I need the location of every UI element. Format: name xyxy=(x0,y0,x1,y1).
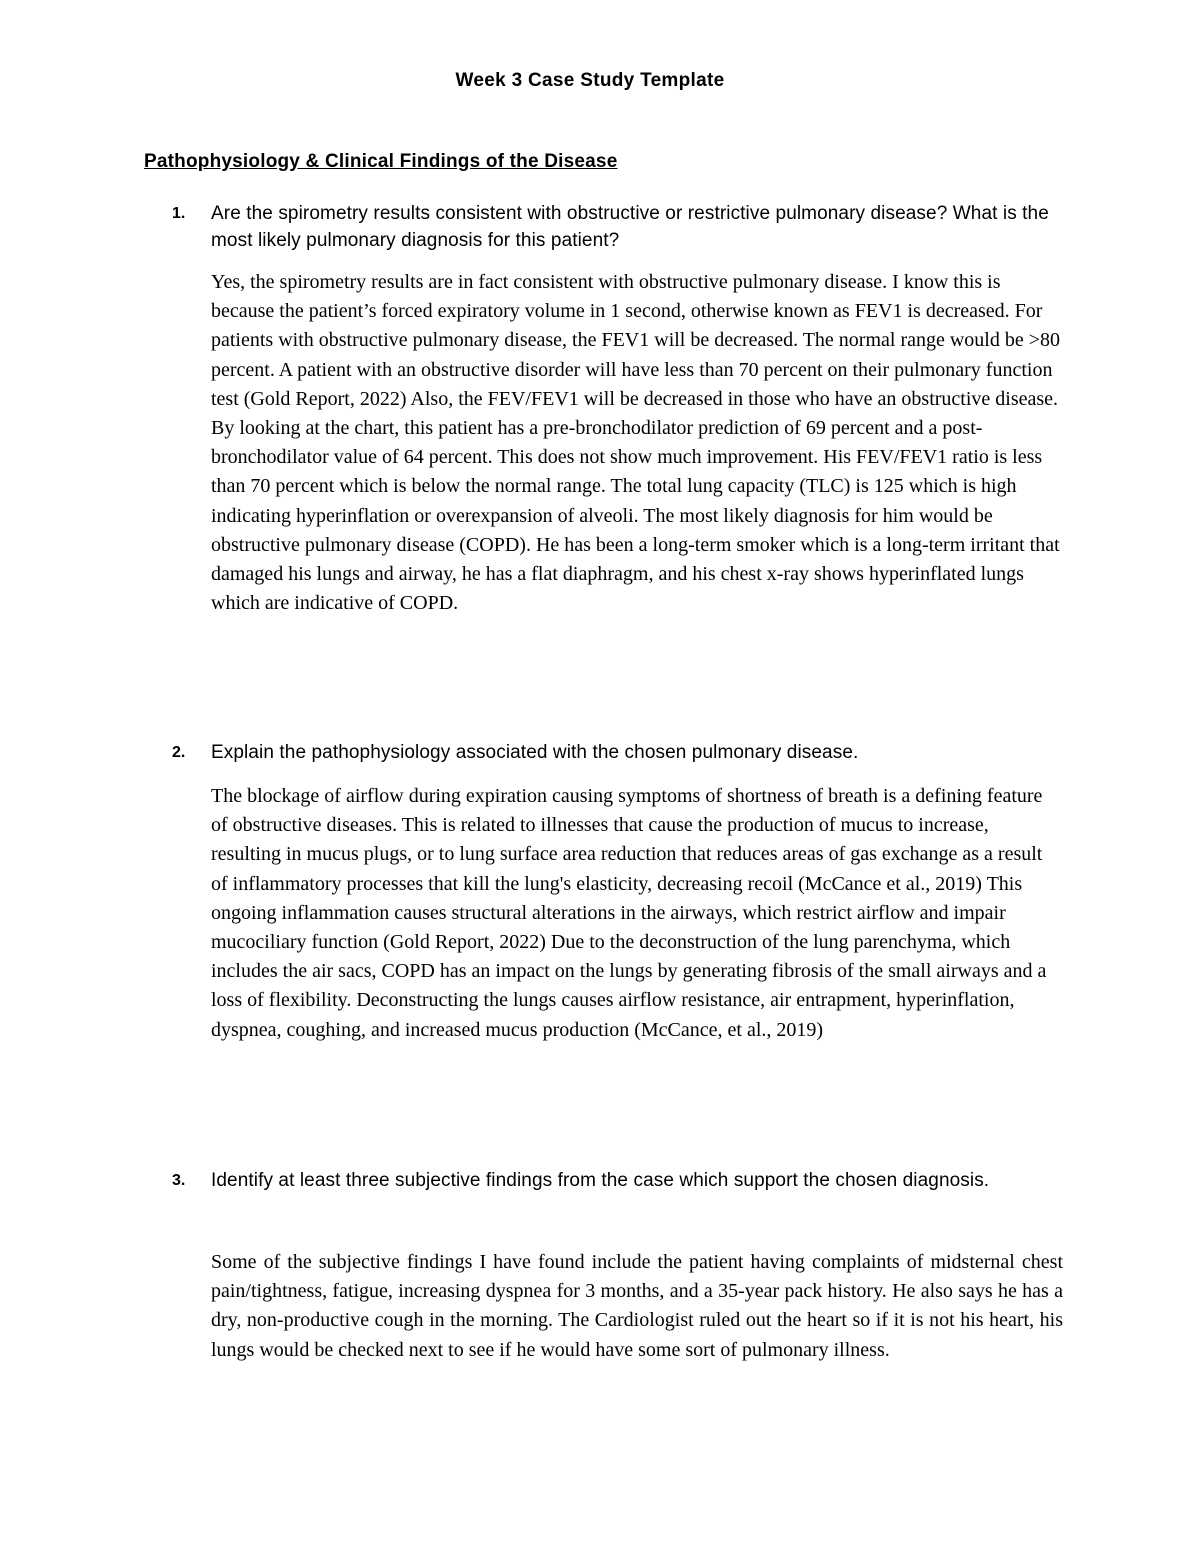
question-number: 3. xyxy=(172,1172,186,1189)
question-text: Are the spirometry results consistent with obstructive or restrictive pulmonary disease? What is the most likely pulmonary diagnosis for this patient? xyxy=(211,203,1049,251)
document-title: Week 3 Case Study Template xyxy=(455,70,725,91)
question-text: Explain the pathophysiology associated with the chosen pulmonary disease. xyxy=(211,742,859,763)
question-number: 1. xyxy=(172,205,186,222)
answer-paragraph: Yes, the spirometry results are in fact consistent with obstructive pulmonary disease. I know this is because the patient’s forced expiratory volume in 1 second, otherwise known as FEV1 is decreased. For patients with obstructive pulmonary disease, the FEV1 will be decreased. The normal range would be >80 percent. A patient with an obstructive disorder will have less than 70 percent on their pulmonary function test (Gold Report, 2022) Also, the FEV/FEV1 will be decreased in those who have an obstructive disease. By looking at the chart, this patient has a pre-bronchodilator prediction of 69 percent and a post-bronchodilator value of 64 percent. This does not show much improvement. His FEV/FEV1 ratio is less than 70 percent which is below the normal range. The total lung capacity (TLC) is 125 which is high indicating hyperinflation or overexpansion of alveoli. The most likely diagnosis for him would be obstructive pulmonary disease (COPD). He has been a long-term smoker which is a long-term irritant that damaged his lungs and airway, he has a flat diaphragm, and his chest x-ray shows hyperinflated lungs which are indicative of COPD. xyxy=(211,271,1061,615)
answer-paragraph: Some of the subjective findings I have found include the patient having complaints of midsternal chest pain/tightness, fatigue, increasing dyspnea for 3 months, and a 35-year pack history. He also says he has a dry, non-productive cough in the morning. The Cardiologist ruled out the heart so if it is not his heart, his lungs would be checked next to see if he would have some sort of pulmonary illness. xyxy=(211,1251,1063,1361)
question-text: Identify at least three subjective findings from the case which support the chosen diagnosis. xyxy=(211,1170,990,1191)
section-heading: Pathophysiology & Clinical Findings of the Disease xyxy=(144,151,618,172)
question-number: 2. xyxy=(172,744,186,761)
answer-paragraph: The blockage of airflow during expiration causing symptoms of shortness of breath is a defining feature of obstructive diseases. This is related to illnesses that cause the production of mucus to increase, resulting in mucus plugs, or to lung surface area reduction that reduces areas of gas exchange as a result of inflammatory processes that kill the lung's elasticity, decreasing recoil (McCance et al., 2019) This ongoing inflammation causes structural alterations in the airways, which restrict airflow and impair mucociliary function (Gold Report, 2022) Due to the deconstruction of the lung parenchyma, which includes the air sacs, COPD has an impact on the lungs by generating fibrosis of the small airways and a loss of flexibility. Deconstructing the lungs causes airflow resistance, air entrapment, hyperinflation, dyspnea, coughing, and increased mucus production (McCance, et al., 2019) xyxy=(211,785,1047,1041)
